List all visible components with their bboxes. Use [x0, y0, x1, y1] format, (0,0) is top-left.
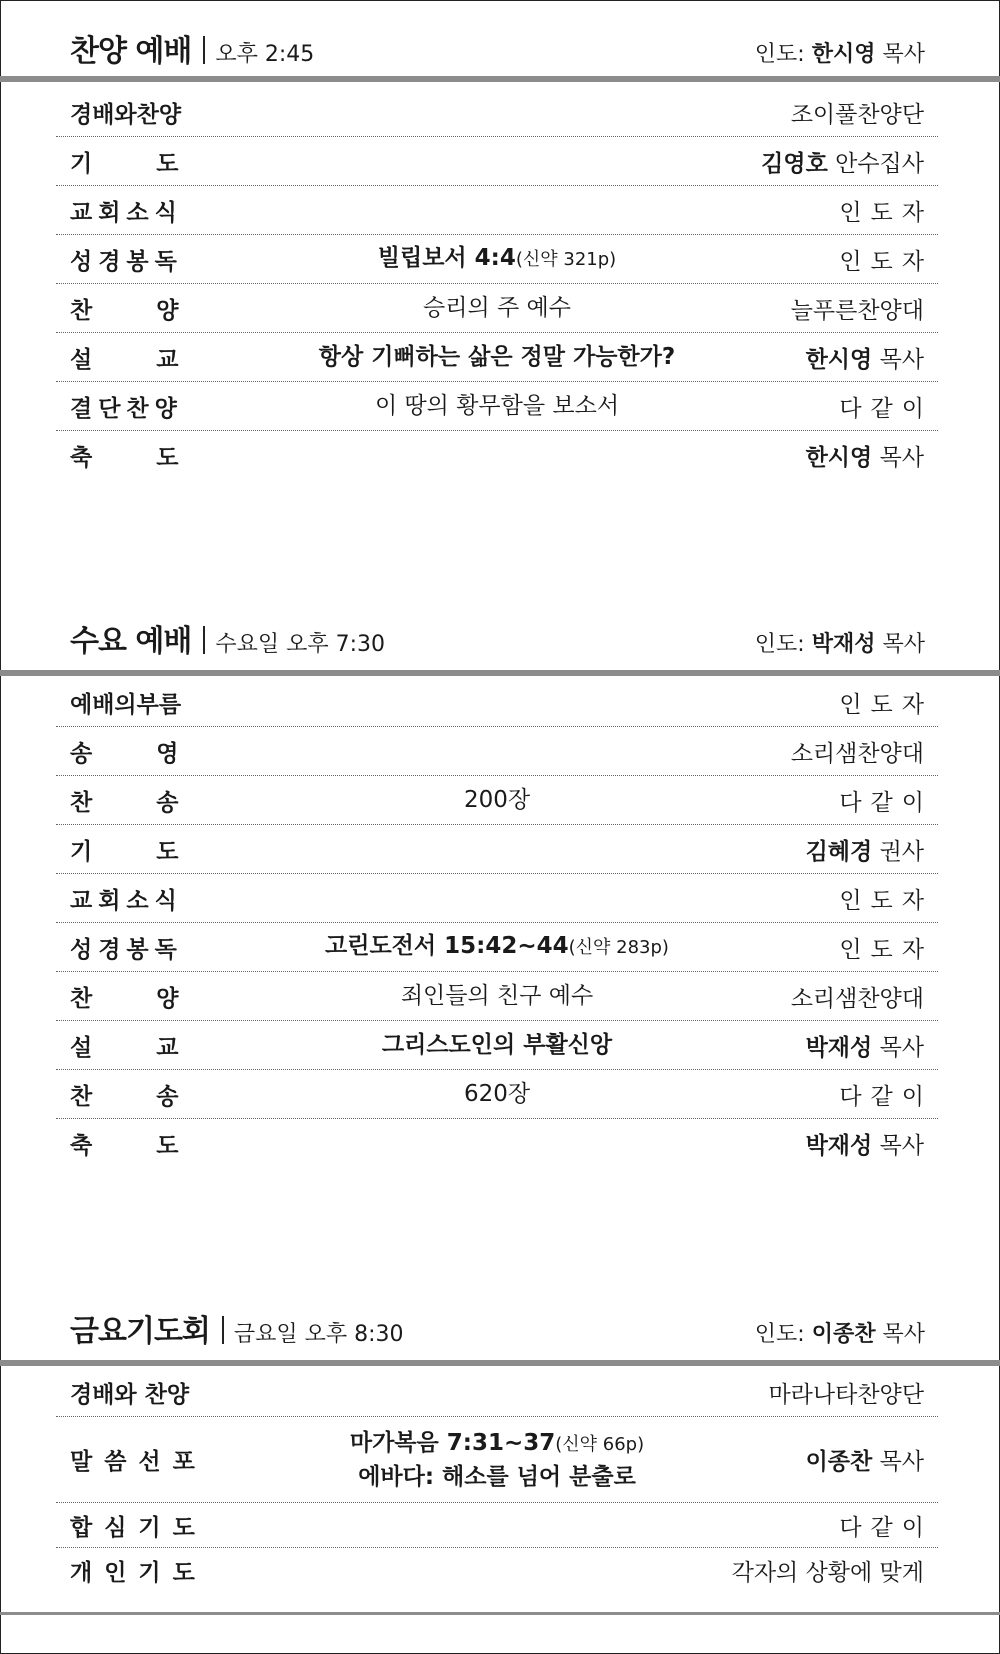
person-text: 목사 — [879, 1449, 924, 1475]
song-title: 승리의 주 예수 — [423, 295, 571, 321]
item-content — [236, 776, 758, 824]
section-title — [70, 616, 385, 660]
person-text: 늘푸른찬양대 — [790, 297, 924, 324]
item-label: 찬양 — [70, 985, 243, 1012]
item-person — [761, 137, 924, 185]
item-person — [839, 235, 933, 283]
item-content — [236, 284, 758, 332]
item-content — [236, 333, 758, 381]
list-item — [56, 678, 938, 727]
list-item — [56, 137, 938, 186]
leader-title: 목사 — [882, 632, 925, 657]
item-person — [791, 727, 924, 775]
scripture-ref: 빌립보서 4:4 — [377, 245, 516, 271]
item-label: 결단찬양 — [70, 395, 183, 422]
item-label: 설교 — [70, 1034, 243, 1061]
section-title-text: 찬양 예배 — [70, 34, 192, 69]
section-title-text: 수요 예배 — [70, 624, 192, 659]
person-name: 이종찬 — [805, 1449, 873, 1475]
list-item — [56, 727, 938, 776]
item-content — [236, 1417, 758, 1502]
person-name: 박재성 — [805, 1133, 873, 1159]
item-person — [806, 825, 924, 873]
person-text: 인도자 — [839, 199, 933, 226]
item-content — [236, 235, 758, 283]
section-leader — [755, 627, 925, 658]
person-text: 다같이 — [839, 789, 933, 816]
person-text: 마라나타찬양단 — [768, 1381, 924, 1408]
item-person — [732, 1548, 924, 1593]
section-friday-prayer — [0, 1298, 1000, 1586]
list-item — [56, 1503, 938, 1548]
scripture-ref: 고린도전서 15:42~44 — [325, 933, 569, 959]
leader-prefix: 인도: — [754, 632, 805, 657]
list-item — [56, 1119, 938, 1168]
person-text: 목사 — [879, 1133, 924, 1159]
item-person — [806, 1119, 924, 1168]
person-text: 인도자 — [839, 887, 933, 914]
item-label: 말씀선포 — [70, 1449, 207, 1475]
section-time: 오후 2:45 — [215, 42, 315, 67]
list-item — [56, 431, 938, 480]
section-header — [0, 18, 1000, 78]
section-header — [0, 1298, 1000, 1358]
item-person — [768, 1368, 924, 1416]
item-person — [839, 874, 933, 922]
item-person — [839, 776, 933, 824]
list-item — [56, 382, 938, 431]
person-name: 박재성 — [805, 1034, 873, 1061]
list-item — [56, 923, 938, 972]
list-item — [56, 1417, 938, 1503]
list-item — [56, 972, 938, 1021]
item-label: 성경봉독 — [70, 248, 183, 275]
scripture-page: (신약 283p) — [568, 937, 669, 958]
section-divider — [0, 76, 1000, 82]
section-divider — [0, 1360, 1000, 1366]
item-label: 합심기도 — [70, 1514, 207, 1541]
title-divider — [203, 626, 205, 654]
item-person — [806, 1417, 924, 1502]
item-content — [236, 1070, 758, 1118]
item-label: 개인기도 — [70, 1560, 207, 1586]
leader-name: 박재성 — [811, 632, 876, 657]
leader-prefix: 인도: — [754, 42, 805, 67]
item-content — [236, 923, 758, 971]
item-label: 축도 — [70, 445, 243, 471]
person-text: 각자의 상황에 맞게 — [731, 1560, 924, 1586]
item-person — [839, 923, 933, 971]
person-text: 목사 — [879, 1034, 924, 1061]
list-item — [56, 874, 938, 923]
person-text: 권사 — [879, 838, 924, 865]
person-text: 다같이 — [839, 395, 933, 422]
list-item — [56, 1021, 938, 1070]
person-text: 다같이 — [839, 1083, 933, 1110]
item-person — [839, 1070, 933, 1118]
item-label: 찬송 — [70, 1083, 243, 1110]
item-person — [806, 431, 924, 480]
person-text: 인도자 — [839, 936, 933, 963]
leader-name: 한시영 — [811, 42, 876, 67]
item-person — [839, 186, 933, 234]
list-item — [56, 284, 938, 333]
title-divider — [203, 36, 205, 64]
list-item — [56, 1368, 938, 1417]
item-label: 설교 — [70, 346, 243, 373]
section-title — [70, 1306, 404, 1350]
item-person — [839, 678, 933, 726]
item-content — [236, 1021, 758, 1069]
item-person — [839, 1503, 933, 1547]
hymn-number: 620장 — [463, 1081, 531, 1107]
song-title: 죄인들의 친구 예수 — [400, 983, 594, 1009]
section-leader — [755, 37, 925, 68]
section-time: 금요일 오후 8:30 — [233, 1322, 404, 1347]
item-person — [806, 333, 924, 381]
hymn-number: 200장 — [463, 787, 531, 813]
leader-title: 목사 — [882, 42, 925, 67]
sermon-title: 항상 기뻐하는 삶은 정말 가능한가? — [318, 344, 676, 370]
sermon-title: 에바다: 해소를 넘어 분출로 — [358, 1463, 636, 1490]
item-label: 성경봉독 — [70, 936, 183, 963]
section-title — [70, 26, 314, 70]
item-label: 교회소식 — [70, 887, 183, 914]
person-text: 소리샘찬양대 — [790, 740, 924, 767]
leader-title: 목사 — [882, 1322, 925, 1347]
section-praise-service — [0, 18, 1000, 471]
item-content — [236, 382, 758, 430]
item-person — [839, 382, 933, 430]
scripture-page: (신약 321p) — [515, 249, 617, 270]
list-item — [56, 235, 938, 284]
person-name: 한시영 — [805, 346, 873, 373]
person-text: 목사 — [879, 445, 924, 471]
section-header — [0, 608, 1000, 668]
item-person — [791, 284, 924, 332]
section-time: 수요일 오후 7:30 — [215, 632, 386, 657]
item-label: 기도 — [70, 150, 243, 177]
person-text: 목사 — [879, 346, 924, 373]
item-person — [806, 1021, 924, 1069]
item-label: 교회소식 — [70, 199, 183, 226]
leader-name: 이종찬 — [811, 1322, 876, 1347]
section-leader — [755, 1317, 925, 1348]
sermon-title: 그리스도인의 부활신앙 — [381, 1032, 613, 1058]
person-name: 김영호 — [761, 150, 828, 177]
song-title: 이 땅의 황무함을 보소서 — [374, 393, 620, 419]
list-item — [56, 1070, 938, 1119]
scripture-ref: 마가복음 7:31~37 — [349, 1429, 556, 1456]
list-item — [56, 88, 938, 137]
item-content — [236, 972, 758, 1020]
item-label: 찬송 — [70, 789, 243, 816]
person-text: 소리샘찬양대 — [790, 985, 924, 1012]
title-divider — [222, 1316, 224, 1344]
bottom-divider — [0, 1612, 1000, 1615]
scripture-page: (신약 66p) — [555, 1433, 645, 1455]
item-label: 경배와 찬양 — [70, 1381, 190, 1408]
list-item — [56, 333, 938, 382]
item-label: 기도 — [70, 838, 243, 865]
item-person — [791, 972, 924, 1020]
leader-prefix: 인도: — [754, 1322, 805, 1347]
item-label: 찬양 — [70, 297, 243, 324]
item-label: 축도 — [70, 1133, 243, 1159]
person-text: 인도자 — [839, 691, 933, 718]
list-item — [56, 776, 938, 825]
item-person — [791, 88, 924, 136]
person-name: 김혜경 — [805, 838, 873, 865]
person-name: 한시영 — [805, 445, 873, 471]
list-item — [56, 825, 938, 874]
order-list — [56, 678, 938, 1168]
section-title-text: 금요기도회 — [70, 1314, 210, 1349]
list-item — [56, 186, 938, 235]
person-text: 안수집사 — [835, 150, 924, 177]
order-list — [56, 88, 938, 480]
section-divider — [0, 670, 1000, 676]
item-label: 경배와찬양 — [70, 101, 182, 128]
person-text: 인도자 — [839, 248, 933, 275]
person-text: 조이풀찬양단 — [790, 101, 924, 128]
item-label: 예배의부름 — [70, 691, 182, 718]
list-item — [56, 1548, 938, 1593]
person-text: 다같이 — [839, 1514, 933, 1541]
order-list — [56, 1368, 938, 1593]
section-wednesday-service — [0, 608, 1000, 1159]
item-label: 송영 — [70, 740, 243, 767]
